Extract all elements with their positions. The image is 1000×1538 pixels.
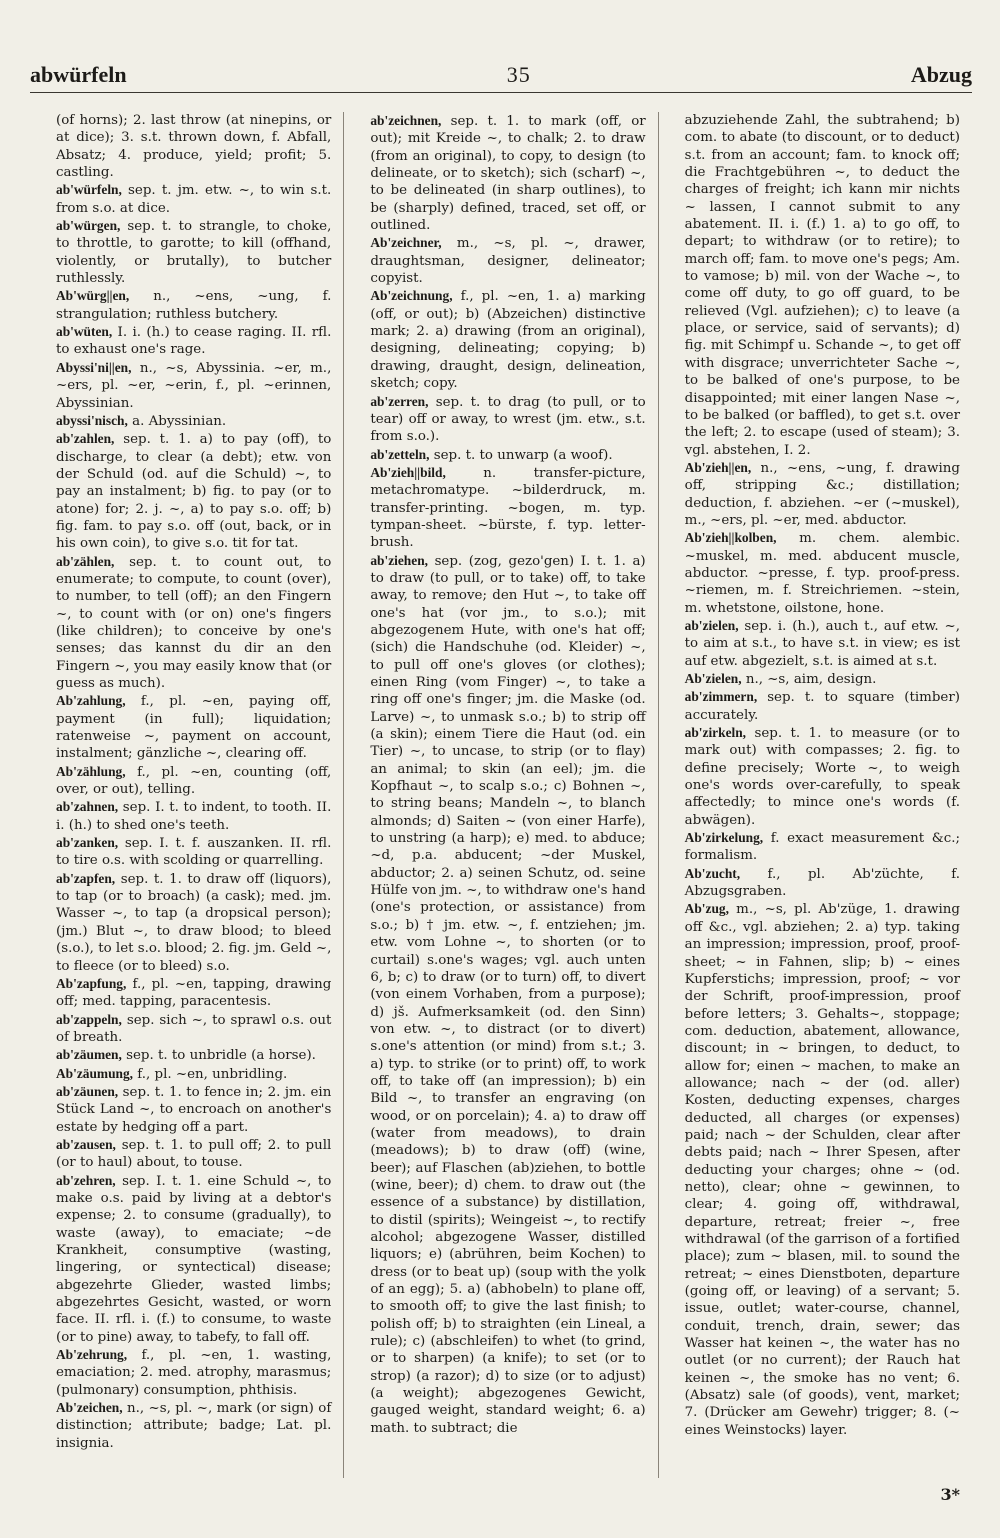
text-columns (30, 112, 972, 1478)
dictionary-entry (671, 670, 960, 688)
entry-headword: Ab'zieh||kolben, (684, 530, 777, 546)
entry-definition: f., pl. ~en, paying off, payment (in full); liquidation; ratenweise ~, payment on account, instalment; gänzliche ~, clearing off. (56, 694, 332, 762)
entry-headword: ab'zeichnen, (370, 113, 442, 128)
entry-definition: m., ~s, pl. Ab'züge, 1. drawing off &c., vgl. abziehen; 2. a) typ. taking an impression; impression, proof, proof-sheet; ~ in Fahnen, slip; b) ~ eines Kupferstichs; impression, proof; ~ vor der Schrift, proof-impression, proof before letters; 3. Gehalts~, stoppage; com. deduction, abatement, allowance, discount; in ~ bringen, to deduct, to allow for; einen ~ machen, to make an allowance; nach ~ der (od. aller) Kosten, deducting expenses, charges deducted, all charges (or expenses) paid; nach ~ der Schulden, clear after debts paid; nach ~ Ihrer Spesen, after deducting your charges; ohne ~ (od. netto), clear; ohne ~ gewinnen, to clear; 4. going off, withdrawal, departure, retreat; freier ~, free withdrawal (of the garrison of a fortified place); zum ~ blasen, mil. to sound the retreat; ~ eines Dienstboten, departure (going off, or leaving) of a servant; 5. issue, outlet; water-course, channel, conduit, trench, drain, sewer; das Wasser hat keinen ~, the water has no outlet (or no current); der Rauch hat keinen ~, the smoke has no vent; 6. (Absatz) sale (of goods), vent, market; 7. (Drücker am Gewehr) trigger; 8. (~ eines Weinstocks) layer. (684, 902, 960, 1438)
page-number: 35 (506, 62, 531, 87)
entry-definition: f., pl. ~en, 1. a) marking (off, or out); b) (Abzeichen) distinctive mark; 2. a) drawing (from an original), designing, delineating; copying; b) drawing, draught, design, delineation, sketch; copy. (370, 289, 646, 392)
running-head-left: abwürfeln (30, 62, 127, 87)
entry-headword: ab'zetteln, (370, 446, 430, 462)
dictionary-entry (356, 464, 645, 552)
entry-definition: sep. t. 1. to mark (off, or out); mit Kreide ~, to chalk; 2. to draw (from an original), to copy, to design (to delineate, or to sketch); sich (scharf) ~, to be delineated (in sharp outlines), to be (sharply) defined, traced, set off, or outlined. (370, 114, 646, 234)
entry-headword: Ab'zehrung, (56, 1347, 128, 1363)
entry-definition: sep. I. t. f. auszanken. II. rfl. to tire o.s. with scolding or quarrelling. (56, 836, 332, 869)
entry-definition: sep. i. (h.), auch t., auf etw. ~, to aim at s.t., to have s.t. in view; es ist auf etw. abgezielt, s.t. is aimed at s.t. (684, 618, 960, 669)
entry-headword: Ab'würg||en, (56, 288, 130, 304)
entry-definition: n., ~ens, ~ung, f. strangulation; ruthless butchery. (56, 289, 332, 322)
entry-headword: ab'zimmern, (684, 689, 758, 705)
entry-definition: n., ~s, aim, design. (741, 672, 877, 687)
dictionary-entry (42, 1399, 331, 1452)
dictionary-entry (42, 287, 331, 323)
entry-definition: m. chem. alembic. ~muskel, m. med. abducent muscle, abductor. ~presse, f. typ. proof-press. ~riemen, m. f. Streichriemen. ~stein, m. whetstone, oilstone, hone. (684, 531, 960, 616)
entry-definition: m., ~s, pl. ~, drawer, draughtsman, designer, delineator; copyist. (370, 236, 646, 287)
entry-headword: ab'zäumen, (56, 1047, 122, 1063)
dictionary-entry (42, 217, 331, 287)
running-head-right: Abzug (910, 62, 972, 87)
dictionary-entry (671, 459, 960, 529)
entry-headword: Ab'zäumung, (56, 1065, 134, 1081)
column-3 (658, 112, 972, 1478)
dictionary-entry (356, 393, 645, 446)
entry-headword: ab'zanken, (56, 835, 119, 851)
dictionary-entry (42, 1065, 331, 1083)
dictionary-entry (671, 617, 960, 670)
entry-headword: Ab'zieh||en, (684, 459, 752, 475)
entry-definition: sep. t. to unbridle (a horse). (121, 1048, 316, 1064)
entry-headword: Ab'zeichen, (56, 1400, 123, 1416)
entry-headword: ab'zielen, (684, 617, 739, 633)
entry-headword: Ab'zucht, (684, 865, 741, 881)
entry-headword: ab'würgen, (56, 218, 121, 234)
entry-definition: f. exact measurement &c.; formalism. (684, 831, 960, 864)
entry-definition: sep. t. 1. to pull off; 2. to pull (or to haul) about, to touse. (56, 1137, 332, 1171)
dictionary-entry (671, 865, 960, 901)
column-1 (30, 112, 343, 1478)
entry-headword: Ab'zielen, (684, 671, 742, 686)
entry-headword: Abyssi'ni||en, (56, 359, 132, 375)
entry-headword: ab'zausen, (56, 1136, 116, 1152)
dictionary-entry (42, 112, 331, 181)
dictionary-entry (356, 234, 645, 287)
entry-definition: f., pl. ~en, 1. wasting, emaciation; 2. med. atrophy, marasmus; (pulmonary) consumption, phthisis. (56, 1348, 332, 1398)
dictionary-entry (42, 975, 331, 1011)
entry-headword: Ab'zirkelung, (684, 830, 764, 846)
entry-definition: sep. sich ~, to sprawl o.s. out of breath. (56, 1012, 332, 1045)
dictionary-entry (42, 1011, 331, 1047)
dictionary-entry (356, 552, 645, 1438)
entry-definition: n., ~ens, ~ung, f. drawing off, stripping &c.; distillation; deduction, f. abziehen. ~er (~muskel), m., ~ers, pl. ~er, med. abductor. (684, 460, 960, 528)
entry-headword: ab'zäunen, (56, 1083, 119, 1099)
entry-definition: n., ~s, Abyssinia. ~er, m., ~ers, pl. ~er, ~erin, f., pl. ~erinnen, Abyssinian. (56, 360, 332, 411)
dictionary-entry (42, 692, 331, 762)
entry-definition: a. Abyssinian. (127, 413, 227, 429)
entry-headword: Ab'zahlung, (56, 693, 126, 709)
entry-headword: ab'zerren, (370, 393, 429, 409)
dictionary-entry (42, 834, 331, 870)
dictionary-entry (671, 688, 960, 724)
dictionary-entry (671, 112, 960, 459)
dictionary-entry (42, 553, 331, 693)
entry-definition: I. i. (h.) to cease raging. II. rfl. to exhaust one's rage. (56, 325, 332, 358)
entry-definition: (of horns); 2. last throw (at ninepins, or at dice); 3. s.t. thrown down, f. Abfall, Absatz; 4. produce, yield; profit; 5. castling. (56, 113, 332, 181)
entry-definition: sep. t. to count out, to enumerate; to compute, to count (over), to number, to tell (off); an den Fingern ~, to count with (or on) one's fingers (like children); to conceive by one's senses; das kannst du dir an den Fingern ~, you may easily know that (or guess as much). (56, 554, 332, 691)
entry-definition: sep. t. to square (timber) accurately. (684, 690, 960, 723)
dictionary-entry (356, 112, 645, 234)
entry-definition: f., pl. ~en, unbridling. (133, 1066, 288, 1082)
dictionary-entry (42, 323, 331, 359)
entry-headword: ab'wüten, (56, 324, 113, 340)
entry-headword: Ab'zug, (684, 901, 729, 917)
entry-headword: Ab'zieh||bild, (370, 464, 446, 480)
entry-definition: f., pl. ~en, tapping, drawing off; med. tapping, paracentesis. (56, 976, 332, 1010)
entry-headword: ab'ziehen, (370, 552, 428, 568)
dictionary-entry (671, 900, 960, 1439)
entry-definition: sep. I. t. 1. eine Schuld ~, to make o.s. paid by living at a debtor's expense; 2. to consume (gradually), to waste (away), to emaciate; ~de Krankheit, consumptive (wasting, lingering, or syntectical) disease; abgezehrte Glieder, wasted limbs; abgezehrtes Gesicht, wasted, or worn face. II. rfl. i. (f.) to consume, to waste (or to pine) away, to tabefy, to fall off. (56, 1173, 332, 1345)
entry-definition: sep. t. jm. etw. ~, to win s.t. from s.o. at dice. (56, 183, 332, 216)
entry-definition: abzuziehende Zahl, the subtrahend; b) com. to abate (to discount, or to deduct) s.t. from an account; fam. to knock off; die Frachtgebühren ~, to deduct the charges of freight; ich kann mir nichts ~ lassen, I cannot submit to any abatement. II. i. (f.) 1. a) to go off, to depart; to withdraw (or to retire); to march off; fam. to move one's pegs; Am. to vamose; b) mil. von der Wache ~, to come off duty, to go off guard, to be relieved (Vgl. aufziehen); c) to leave (a place, or service, said of servants); d) fig. mit Schimpf u. Schande ~, to get off with disgrace; unverrichteter Sache ~, to be balked of one's purpose, to be disappointed; mit einer langen Nase ~, to be balked (or baffled), to get s.t. over the left; 2. to escape (used of steam); 3. vgl. abstehen, I. 2. (684, 113, 960, 458)
page-header (30, 58, 972, 93)
dictionary-entry (42, 412, 331, 430)
entry-definition: f., pl. ~en, counting (off, over, or out), telling. (56, 764, 332, 798)
dictionary-entry (42, 870, 331, 975)
dictionary-entry (42, 430, 331, 552)
entry-definition: n. transfer-picture, metachromatype. ~bilderdruck, m. transfer-printing. ~bogen, m. typ. tympan-sheet. ~bürste, f. typ. letter-brush. (370, 465, 646, 551)
dictionary-entry (42, 1083, 331, 1136)
dictionary-entry (671, 529, 960, 617)
dictionary-entry (42, 1046, 331, 1064)
entry-definition: sep. t. 1. to draw off (liquors), to tap (or to broach) (a cask); med. jm. Wasser ~, to tap (a dropsical person); (jm.) Blut ~, to draw blood; to bleed (s.o.), to let s.o. blood; 2. fig. jm. Geld ~, to fleece (or to bleed) s.o. (56, 871, 332, 974)
entry-headword: Ab'zeichner, (370, 235, 442, 251)
entry-headword: ab'zählen, (56, 553, 115, 569)
dictionary-entry (42, 181, 331, 217)
dictionary-entry (42, 359, 331, 412)
dictionary-entry (42, 1346, 331, 1399)
entry-headword: ab'zahnen, (56, 799, 119, 815)
dictionary-entry (42, 1136, 331, 1172)
entry-definition: sep. t. to drag (to pull, or to tear) off or away, to wrest (jm. etw., s.t. from s.o.). (370, 394, 646, 445)
entry-definition: sep. t. 1. to measure (or to mark out) with compasses; 2. fig. to define precisely; Worte ~, to weigh one's words over-carefully, to speak affectedly; to mince one's words (f. abwägen). (684, 726, 960, 828)
dictionary-entry (42, 798, 331, 834)
dictionary-entry (356, 446, 645, 464)
dictionary-entry (42, 1172, 331, 1346)
entry-headword: Ab'zeichnung, (370, 288, 453, 304)
column-2 (343, 112, 657, 1478)
entry-definition: sep. t. 1. to fence in; 2. jm. ein Stück Land ~, to encroach on another's estate by hedging off a part. (56, 1084, 332, 1135)
entry-definition: sep. t. to strangle, to choke, to throttle, to garotte; to kill (offhand, violently, or brutally), to butcher ruthlessly. (56, 219, 332, 287)
entry-definition: f., pl. Ab'züchte, f. Abzugsgraben. (684, 866, 960, 900)
entry-headword: ab'würfeln, (56, 182, 122, 198)
entry-headword: ab'zehren, (56, 1172, 116, 1188)
entry-definition: n., ~s, pl. ~, mark (or sign) of distinction; attribute; badge; Lat. pl. insignia. (56, 1401, 332, 1451)
entry-headword: ab'zahlen, (56, 431, 115, 447)
signature-mark: 3* (940, 1485, 960, 1504)
entry-headword: ab'zappeln, (56, 1011, 122, 1027)
entry-definition: sep. t. to unwarp (a woof). (429, 447, 613, 463)
entry-headword: Ab'zapfung, (56, 975, 127, 991)
dictionary-entry (671, 724, 960, 829)
entry-headword: ab'zapfen, (56, 870, 116, 886)
entry-definition: sep. (zog, gezo'gen) I. t. 1. a) to draw (to pull, or to take) off, to take away, to remove; den Hut ~, to take off one's hat (vor jm., to s.o.); mit abgezogenem Hute, with one's hat off; (sich) die Handschuhe (od. Kleider) ~, to pull off one's gloves (or clothes); einen Ring (vom Finger) ~, to take a ring off one's finger; jm. die Maske (od. Larve) ~, to unmask s.o.; b) to strip off (a skin); einem Tiere die Haut (od. ein Tier) ~, to uncase, to strip (or to flay) an animal; to skin (an eel); jm. die Kopfhaut ~, to scalp s.o.; c) Bohnen ~, to string beans; Mandeln ~, to blanch almonds; d) Saiten ~ (von einer Harfe), to unstring (a harp); e) med. to abduce; ~d, p.a. abducent; ~der Muskel, abductor; 2. a) seinen Schutz, od. seine Hülfe von jm. ~, to withdraw one's hand (one's protection, or assistance) from s.o.; b) † jm. etw. ~, f. entziehen; jm. etw. vom Lohne ~, to shorten (or to curtail) s.one's wages; vgl. auch unten 6, b; c) to draw (or to turn) off, to divert (von einem Vorhaben, from a purpose); d) jš. Aufmerksamkeit (od. den Sinn) von etw. ~, to distract (or to divert) s.one's attention (or mind) from s.t.; 3. a) typ. to strike (or to print) off, to work off, to take off (an impression); b) ein Bild ~, to transfer an engraving (on wood, or on porcelain); 4. a) to draw off (water from meadows), to drain (meadows); b) to draw (off) (wine, beer); auf Flaschen (ab)ziehen, to bottle (wine, beer); d) chem. to draw out (the essence of a substance) by distillation, to distil (spirits); Weingeist ~, to rectify alcohol; abgezogene Wasser, distilled liquors; e) (abrühren, beim Kochen) to dress (or to beat up) (soup with the yolk of an egg); 5. a) (abhobeln) to plane off, to smooth off; to give the last finish; to polish off; b) to straighten (ein Lineal, a rule); c) (abschleifen) to whet (to grind, or to sharpen) (a knife); to set (or to strop) (a razor); d) to size (or to adjust) (a weight); abgezogenes Gewicht, gauged weight, standard weight; 6. a) math. to subtract; die (370, 553, 646, 1436)
dictionary-entry (671, 829, 960, 865)
dictionary-entry (356, 287, 645, 392)
entry-definition: sep. I. t. to indent, to tooth. II. i. (h.) to shed one's teeth. (56, 800, 332, 833)
entry-headword: ab'zirkeln, (684, 725, 747, 741)
entry-definition: sep. t. 1. a) to pay (off), to discharge, to clear (a debt); etw. von der Schuld (od. auf die Schuld) ~, to pay an instalment; b) fig. to pay (or to atone) for; 2. j. ~, a) to pay s.o. off; b) fig. fam. to pay s.o. off (out, back, or in his own coin), to give s.o. tit for tat. (56, 432, 332, 552)
dictionary-entry (42, 763, 331, 799)
entry-headword: Ab'zählung, (56, 763, 126, 779)
entry-headword: abyssi'nisch, (56, 412, 128, 428)
